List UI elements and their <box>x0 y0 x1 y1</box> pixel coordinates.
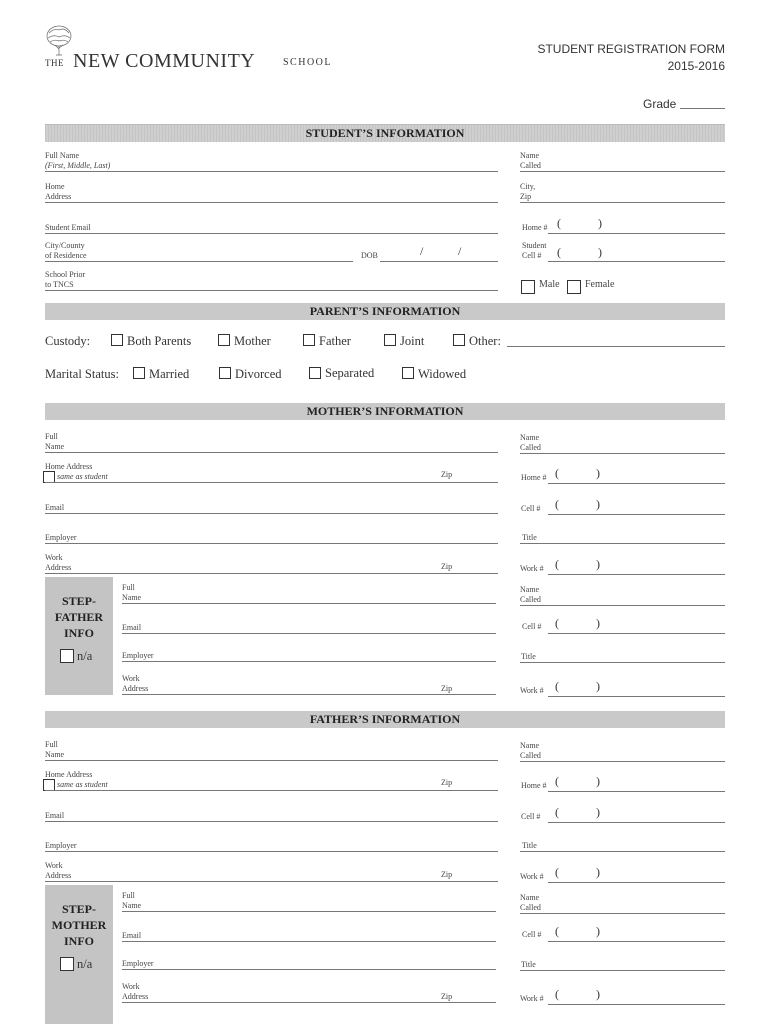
work-label: Work <box>122 674 140 683</box>
stepmother-work-address-input[interactable] <box>122 1002 496 1003</box>
work-label: Work <box>45 553 63 562</box>
name-label: Name <box>122 593 142 602</box>
stepfather-employer-input[interactable] <box>122 661 496 662</box>
paren-close: ) <box>596 987 600 1001</box>
marital-status-label: Marital Status: <box>45 367 119 381</box>
cell-label: Cell # <box>522 930 542 939</box>
stepmother-cell-input[interactable] <box>548 941 725 942</box>
mother-cell-input[interactable] <box>548 514 725 515</box>
father-home-address-input[interactable] <box>45 790 498 791</box>
stepfather-email-input[interactable] <box>122 633 496 634</box>
stepmother-title-input[interactable] <box>520 970 725 971</box>
paren-close: ) <box>596 557 600 571</box>
zip-label: Zip <box>441 562 453 571</box>
marital-divorced-label: Divorced <box>235 367 282 381</box>
mother-work-address-input[interactable] <box>45 573 498 574</box>
name-called-label-1: Name <box>520 585 540 594</box>
address-label: Address <box>45 563 72 572</box>
name-called-label-1: Name <box>520 893 540 902</box>
student-email-input[interactable] <box>45 233 498 234</box>
mother-title-input[interactable] <box>520 543 725 544</box>
student-full-name-input[interactable] <box>45 171 498 172</box>
stepmother-employer-input[interactable] <box>122 969 496 970</box>
stepfather-title-1: STEP- <box>61 594 96 608</box>
title-label: Title <box>522 533 537 542</box>
custody-joint-label: Joint <box>400 334 425 348</box>
address-label: Address <box>122 992 149 1001</box>
marital-married-label: Married <box>149 367 190 381</box>
home-address-label-2: Address <box>45 192 72 201</box>
logo-the: THE <box>45 58 64 68</box>
work-phone-label: Work # <box>520 994 544 1003</box>
email-label: Email <box>45 811 65 820</box>
email-label: Email <box>122 623 142 632</box>
father-section-header: FATHER’S INFORMATION <box>45 711 725 728</box>
city-zip-label-1: City, <box>520 182 536 191</box>
paren-open: ( <box>555 805 559 819</box>
stepfather-title-input[interactable] <box>520 662 725 663</box>
name-called-label-1: Name <box>520 433 540 442</box>
student-home-address-input[interactable] <box>45 202 498 203</box>
name-label: Name <box>45 750 65 759</box>
marital-widowed-checkbox[interactable] <box>402 367 414 379</box>
full-label: Full <box>45 432 58 441</box>
paren-open: ( <box>555 466 559 480</box>
custody-father-checkbox[interactable] <box>303 334 315 346</box>
student-county-input[interactable] <box>45 261 353 262</box>
stepfather-work-address-input[interactable] <box>122 694 496 695</box>
stepmother-sidebar <box>45 885 113 1024</box>
paren-open: ( <box>555 865 559 879</box>
custody-other-label: Other: <box>469 334 501 348</box>
mother-home-phone-input[interactable] <box>548 483 725 484</box>
form-title: STUDENT REGISTRATION FORM <box>537 42 725 56</box>
student-home-phone-input[interactable] <box>548 233 725 234</box>
county-label-2: of Residence <box>45 251 87 260</box>
stepmother-title-3: INFO <box>64 934 94 948</box>
stepfather-title-2: FATHER <box>54 610 104 624</box>
paren-close: ) <box>596 774 600 788</box>
employer-label: Employer <box>122 651 154 660</box>
employer-label: Employer <box>45 841 77 850</box>
cell-label: Cell # <box>521 504 541 513</box>
marital-separated-checkbox[interactable] <box>309 367 321 379</box>
father-work-address-input[interactable] <box>45 881 498 882</box>
custody-both-parents-checkbox[interactable] <box>111 334 123 346</box>
full-label: Full <box>45 740 58 749</box>
full-name-label: Full Name <box>45 151 79 160</box>
mother-name-called-input[interactable] <box>520 453 725 454</box>
address-label: Address <box>45 871 72 880</box>
zip-label: Zip <box>441 470 453 479</box>
mother-full-name-input[interactable] <box>45 452 498 453</box>
custody-joint-checkbox[interactable] <box>384 334 396 346</box>
name-called-label-1: Name <box>520 741 540 750</box>
student-dob-input[interactable] <box>380 261 498 262</box>
custody-both-parents-label: Both Parents <box>127 334 192 348</box>
stepmother-na-checkbox[interactable] <box>60 957 74 971</box>
full-label: Full <box>122 891 135 900</box>
paren-open: ( <box>555 497 559 511</box>
name-label: Name <box>45 442 65 451</box>
custody-mother-label: Mother <box>234 334 271 348</box>
father-work-phone-input[interactable] <box>548 882 725 883</box>
home-address-label: Home Address <box>45 462 93 471</box>
cell-label: Cell # <box>522 622 542 631</box>
name-label: Name <box>122 901 142 910</box>
father-home-phone-input[interactable] <box>548 791 725 792</box>
male-checkbox[interactable] <box>521 280 535 294</box>
father-name-called-input[interactable] <box>520 761 725 762</box>
mother-section-header: MOTHER’S INFORMATION <box>45 403 725 420</box>
name-called-label-1: Name <box>520 151 540 160</box>
father-cell-input[interactable] <box>548 822 725 823</box>
student-cell-label-2: Cell # <box>522 251 542 260</box>
school-prior-label-1: School Prior <box>45 270 86 279</box>
paren-close: ) <box>598 245 602 259</box>
stepmother-full-name-input[interactable] <box>122 911 496 912</box>
name-called-label-2: Called <box>520 443 541 452</box>
father-employer-input[interactable] <box>45 851 498 852</box>
title-label: Title <box>521 960 536 969</box>
paren-open: ( <box>555 557 559 571</box>
stepmother-name-called-input[interactable] <box>520 913 725 914</box>
student-city-zip-input[interactable] <box>520 202 725 203</box>
paren-close: ) <box>596 616 600 630</box>
title-label: Title <box>522 841 537 850</box>
county-label-1: City/County <box>45 241 85 250</box>
grade-input[interactable] <box>680 108 725 109</box>
stepmother-na-label: n/a <box>77 957 93 971</box>
paren-close: ) <box>596 466 600 480</box>
employer-label: Employer <box>122 959 154 968</box>
zip-label: Zip <box>441 870 453 879</box>
student-home-phone-label: Home # <box>522 223 548 232</box>
name-called-label-2: Called <box>520 903 541 912</box>
name-called-label-2: Called <box>520 161 541 170</box>
custody-other-input[interactable] <box>507 346 725 347</box>
paren-open: ( <box>557 245 561 259</box>
stepfather-full-name-input[interactable] <box>122 603 496 604</box>
zip-label: Zip <box>441 684 453 693</box>
paren-close: ) <box>596 497 600 511</box>
stepmother-title-1: STEP- <box>61 902 96 916</box>
stepfather-work-phone-input[interactable] <box>548 696 725 697</box>
zip-label: Zip <box>441 778 453 787</box>
father-title-input[interactable] <box>520 851 725 852</box>
female-label: Female <box>585 279 615 290</box>
custody-label: Custody: <box>45 334 91 348</box>
marital-divorced-checkbox[interactable] <box>219 367 231 379</box>
email-label: Email <box>122 931 142 940</box>
stepfather-sidebar <box>45 577 113 695</box>
dob-slash-2: / <box>458 244 462 258</box>
stepfather-na-checkbox[interactable] <box>60 649 74 663</box>
stepmother-title-2: MOTHER <box>51 918 107 932</box>
stepmother-work-phone-input[interactable] <box>548 1004 725 1005</box>
zip-label: Zip <box>441 992 453 1001</box>
work-phone-label: Work # <box>520 686 544 695</box>
name-called-label-2: Called <box>520 595 541 604</box>
work-phone-label: Work # <box>520 872 544 881</box>
male-label: Male <box>539 279 560 290</box>
home-phone-label: Home # <box>521 473 547 482</box>
same-as-student-label: same as student <box>57 780 108 789</box>
paren-close: ) <box>598 216 602 230</box>
marital-widowed-label: Widowed <box>418 367 467 381</box>
paren-close: ) <box>596 865 600 879</box>
same-as-student-label: same as student <box>57 472 108 481</box>
work-phone-label: Work # <box>520 564 544 573</box>
paren-open: ( <box>557 216 561 230</box>
student-cell-label-1: Student <box>522 241 547 250</box>
mother-home-address-input[interactable] <box>45 482 498 483</box>
stepmother-email-input[interactable] <box>122 941 496 942</box>
paren-close: ) <box>596 924 600 938</box>
paren-open: ( <box>555 987 559 1001</box>
student-email-label: Student Email <box>45 223 91 232</box>
marital-married-checkbox[interactable] <box>133 367 145 379</box>
marital-separated-label: Separated <box>325 366 375 380</box>
dob-slash-1: / <box>420 244 424 258</box>
female-checkbox[interactable] <box>567 280 581 294</box>
home-address-label: Home Address <box>45 770 93 779</box>
logo-name: NEW COMMUNITY <box>73 50 256 72</box>
work-label: Work <box>45 861 63 870</box>
full-label: Full <box>122 583 135 592</box>
student-cell-input[interactable] <box>548 261 725 262</box>
parent-section-header: PARENT’S INFORMATION <box>45 303 725 320</box>
custody-mother-checkbox[interactable] <box>218 334 230 346</box>
grade-label: Grade <box>643 97 677 111</box>
email-label: Email <box>45 503 65 512</box>
home-phone-label: Home # <box>521 781 547 790</box>
tree-icon <box>44 24 74 58</box>
stepfather-na-label: n/a <box>77 649 93 663</box>
paren-close: ) <box>596 679 600 693</box>
mother-employer-input[interactable] <box>45 543 498 544</box>
mother-email-input[interactable] <box>45 513 498 514</box>
stepfather-name-called-input[interactable] <box>520 605 725 606</box>
mother-work-phone-input[interactable] <box>548 574 725 575</box>
school-prior-label-2: to TNCS <box>45 280 74 289</box>
work-label: Work <box>122 982 140 991</box>
name-called-label-2: Called <box>520 751 541 760</box>
employer-label: Employer <box>45 533 77 542</box>
paren-open: ( <box>555 616 559 630</box>
address-label: Address <box>122 684 149 693</box>
student-name-called-input[interactable] <box>520 171 725 172</box>
paren-close: ) <box>596 805 600 819</box>
city-zip-label-2: Zip <box>520 192 532 201</box>
cell-label: Cell # <box>521 812 541 821</box>
father-email-input[interactable] <box>45 821 498 822</box>
father-full-name-input[interactable] <box>45 760 498 761</box>
full-name-hint: (First, Middle, Last) <box>45 161 111 170</box>
paren-open: ( <box>555 679 559 693</box>
paren-open: ( <box>555 924 559 938</box>
student-school-prior-input[interactable] <box>45 290 498 291</box>
custody-other-checkbox[interactable] <box>453 334 465 346</box>
custody-father-label: Father <box>319 334 351 348</box>
form-year: 2015-2016 <box>667 59 725 73</box>
dob-label: DOB <box>361 251 378 260</box>
student-section-header: STUDENT’S INFORMATION <box>45 124 725 142</box>
stepfather-title-3: INFO <box>64 626 94 640</box>
title-label: Title <box>521 652 536 661</box>
stepfather-cell-input[interactable] <box>548 633 725 634</box>
logo-school: SCHOOL <box>283 57 333 68</box>
paren-open: ( <box>555 774 559 788</box>
home-address-label-1: Home <box>45 182 65 191</box>
